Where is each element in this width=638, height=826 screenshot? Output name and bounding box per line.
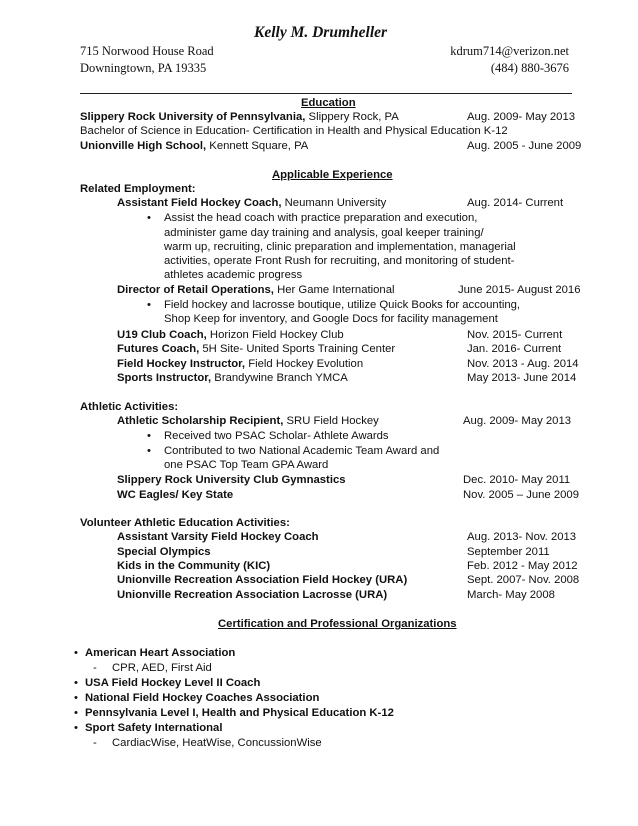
school-place: Slippery Rock, PA [305, 111, 399, 123]
bullet-icon: • [147, 299, 151, 311]
cert-item: American Heart Association [85, 647, 236, 659]
bullet-icon: • [74, 692, 78, 704]
athletic-dates: Dec. 2010- May 2011 [463, 474, 571, 486]
job-dates: Aug. 2014- Current [467, 197, 564, 209]
school-place: Kennett Square, PA [206, 140, 309, 152]
job-title: Director of Retail Operations, [117, 284, 274, 296]
bullet-icon: • [147, 430, 151, 442]
job-dates: May 2013- June 2014 [467, 372, 577, 384]
volunteer-title: Unionville Recreation Association Field Hockey (URA) [117, 574, 408, 586]
degree: Bachelor of Science in Education- Certification in Health and Physical Education K-12 [80, 125, 508, 137]
job-title: Sports Instructor, [117, 372, 212, 384]
job-org: Neumann University [281, 197, 387, 209]
job-org: Brandywine Branch YMCA [211, 372, 348, 384]
job-entry [117, 196, 386, 210]
volunteer-dates: September 2011 [467, 546, 550, 558]
job-detail-line: Field hockey and lacrosse boutique, utilize Quick Books for accounting, [164, 299, 521, 311]
job-detail-line: warm up, recruiting, clinic preparation and implementation, managerial [164, 241, 516, 253]
email: kdrum714@verizon.net [450, 44, 569, 58]
job-title: U19 Club Coach, [117, 329, 207, 341]
athletic-heading: Athletic Activities: [80, 401, 179, 413]
athletic-title: Slippery Rock University Club Gymnastics [117, 474, 346, 486]
job-title: Assistant Field Hockey Coach, [117, 197, 282, 209]
job-dates: June 2015- August 2016 [458, 284, 581, 296]
bullet-icon: • [74, 707, 78, 719]
job-title: Futures Coach, [117, 343, 200, 355]
job-dates: Nov. 2013 - Aug. 2014 [467, 358, 579, 370]
cert-item: Pennsylvania Level I, Health and Physical Education K-12 [85, 707, 394, 719]
address-line1: 715 Norwood House Road [80, 44, 214, 58]
job-detail-line: activities, operate Front Rush for recruiting, and monitoring of student- [164, 255, 515, 267]
job-detail-line: Shop Keep for inventory, and Google Docs for facility management [164, 313, 498, 325]
job-detail-line: Assist the head coach with practice preparation and execution, [164, 212, 478, 224]
section-heading-certification: Certification and Professional Organizations [218, 618, 457, 630]
athletic-detail: Contributed to two National Academic Team Award and [164, 445, 440, 457]
job-detail-line: athletes academic progress [164, 269, 303, 281]
cert-sub-item: CPR, AED, First Aid [112, 662, 212, 674]
education-dates: Aug. 2009- May 2013 [467, 111, 576, 123]
volunteer-heading: Volunteer Athletic Education Activities: [80, 517, 290, 529]
phone: (484) 880-3676 [490, 61, 569, 75]
address-line2: Downingtown, PA 19335 [80, 61, 207, 75]
volunteer-title: Unionville Recreation Association Lacrosse (URA) [117, 589, 388, 601]
athletic-detail: one PSAC Top Team GPA Award [164, 459, 329, 471]
volunteer-title: Assistant Varsity Field Hockey Coach [117, 531, 319, 543]
cert-item: Sport Safety International [85, 722, 223, 734]
job-entry [117, 283, 395, 297]
athletic-entry [117, 414, 379, 428]
section-heading-experience: Applicable Experience [272, 169, 393, 181]
related-employment-heading: Related Employment: [80, 183, 196, 195]
job-org: Horizon Field Hockey Club [206, 329, 344, 341]
job-entry [117, 371, 348, 385]
education-entry [80, 110, 399, 124]
volunteer-dates: Sept. 2007- Nov. 2008 [467, 574, 580, 586]
job-entry [117, 328, 344, 342]
athletic-detail: Received two PSAC Scholar- Athlete Awards [164, 430, 389, 442]
job-dates: Nov. 2015- Current [467, 329, 563, 341]
volunteer-title: Special Olympics [117, 546, 211, 558]
school-name: Unionville High School, [80, 140, 207, 152]
bullet-icon: • [74, 677, 78, 689]
athletic-dates: Nov. 2005 – June 2009 [463, 489, 579, 501]
athletic-dates: Aug. 2009- May 2013 [463, 415, 572, 427]
header-divider [80, 93, 572, 94]
athletic-title: Athletic Scholarship Recipient, [117, 415, 284, 427]
job-entry [117, 342, 395, 356]
athletic-title: WC Eagles/ Key State [117, 489, 234, 501]
job-org: Field Hockey Evolution [245, 358, 364, 370]
cert-item: National Field Hockey Coaches Association [85, 692, 320, 704]
bullet-icon: • [74, 647, 78, 659]
bullet-icon: • [147, 212, 151, 224]
bullet-icon: • [147, 445, 151, 457]
dash-icon: - [93, 737, 97, 749]
job-detail-line: administer game day training and analysis, goal keeper training/ [164, 227, 484, 239]
volunteer-dates: Feb. 2012 - May 2012 [467, 560, 578, 572]
job-org: Her Game International [273, 284, 395, 296]
volunteer-title: Kids in the Community (KIC) [117, 560, 271, 572]
dash-icon: - [93, 662, 97, 674]
volunteer-dates: March- May 2008 [467, 589, 555, 601]
bullet-icon: • [74, 722, 78, 734]
education-entry [80, 139, 308, 153]
resume-name: Kelly M. Drumheller [254, 24, 388, 41]
section-heading-education: Education [301, 97, 356, 109]
cert-sub-item: CardiacWise, HeatWise, ConcussionWise [112, 737, 322, 749]
school-name: Slippery Rock University of Pennsylvania, [80, 111, 306, 123]
cert-item: USA Field Hockey Level II Coach [85, 677, 261, 689]
volunteer-dates: Aug. 2013- Nov. 2013 [467, 531, 577, 543]
athletic-org: SRU Field Hockey [283, 415, 379, 427]
job-entry [117, 357, 363, 371]
job-title: Field Hockey Instructor, [117, 358, 246, 370]
job-org: 5H Site- United Sports Training Center [199, 343, 396, 355]
education-dates: Aug. 2005 - June 2009 [467, 140, 582, 152]
job-dates: Jan. 2016- Current [467, 343, 562, 355]
